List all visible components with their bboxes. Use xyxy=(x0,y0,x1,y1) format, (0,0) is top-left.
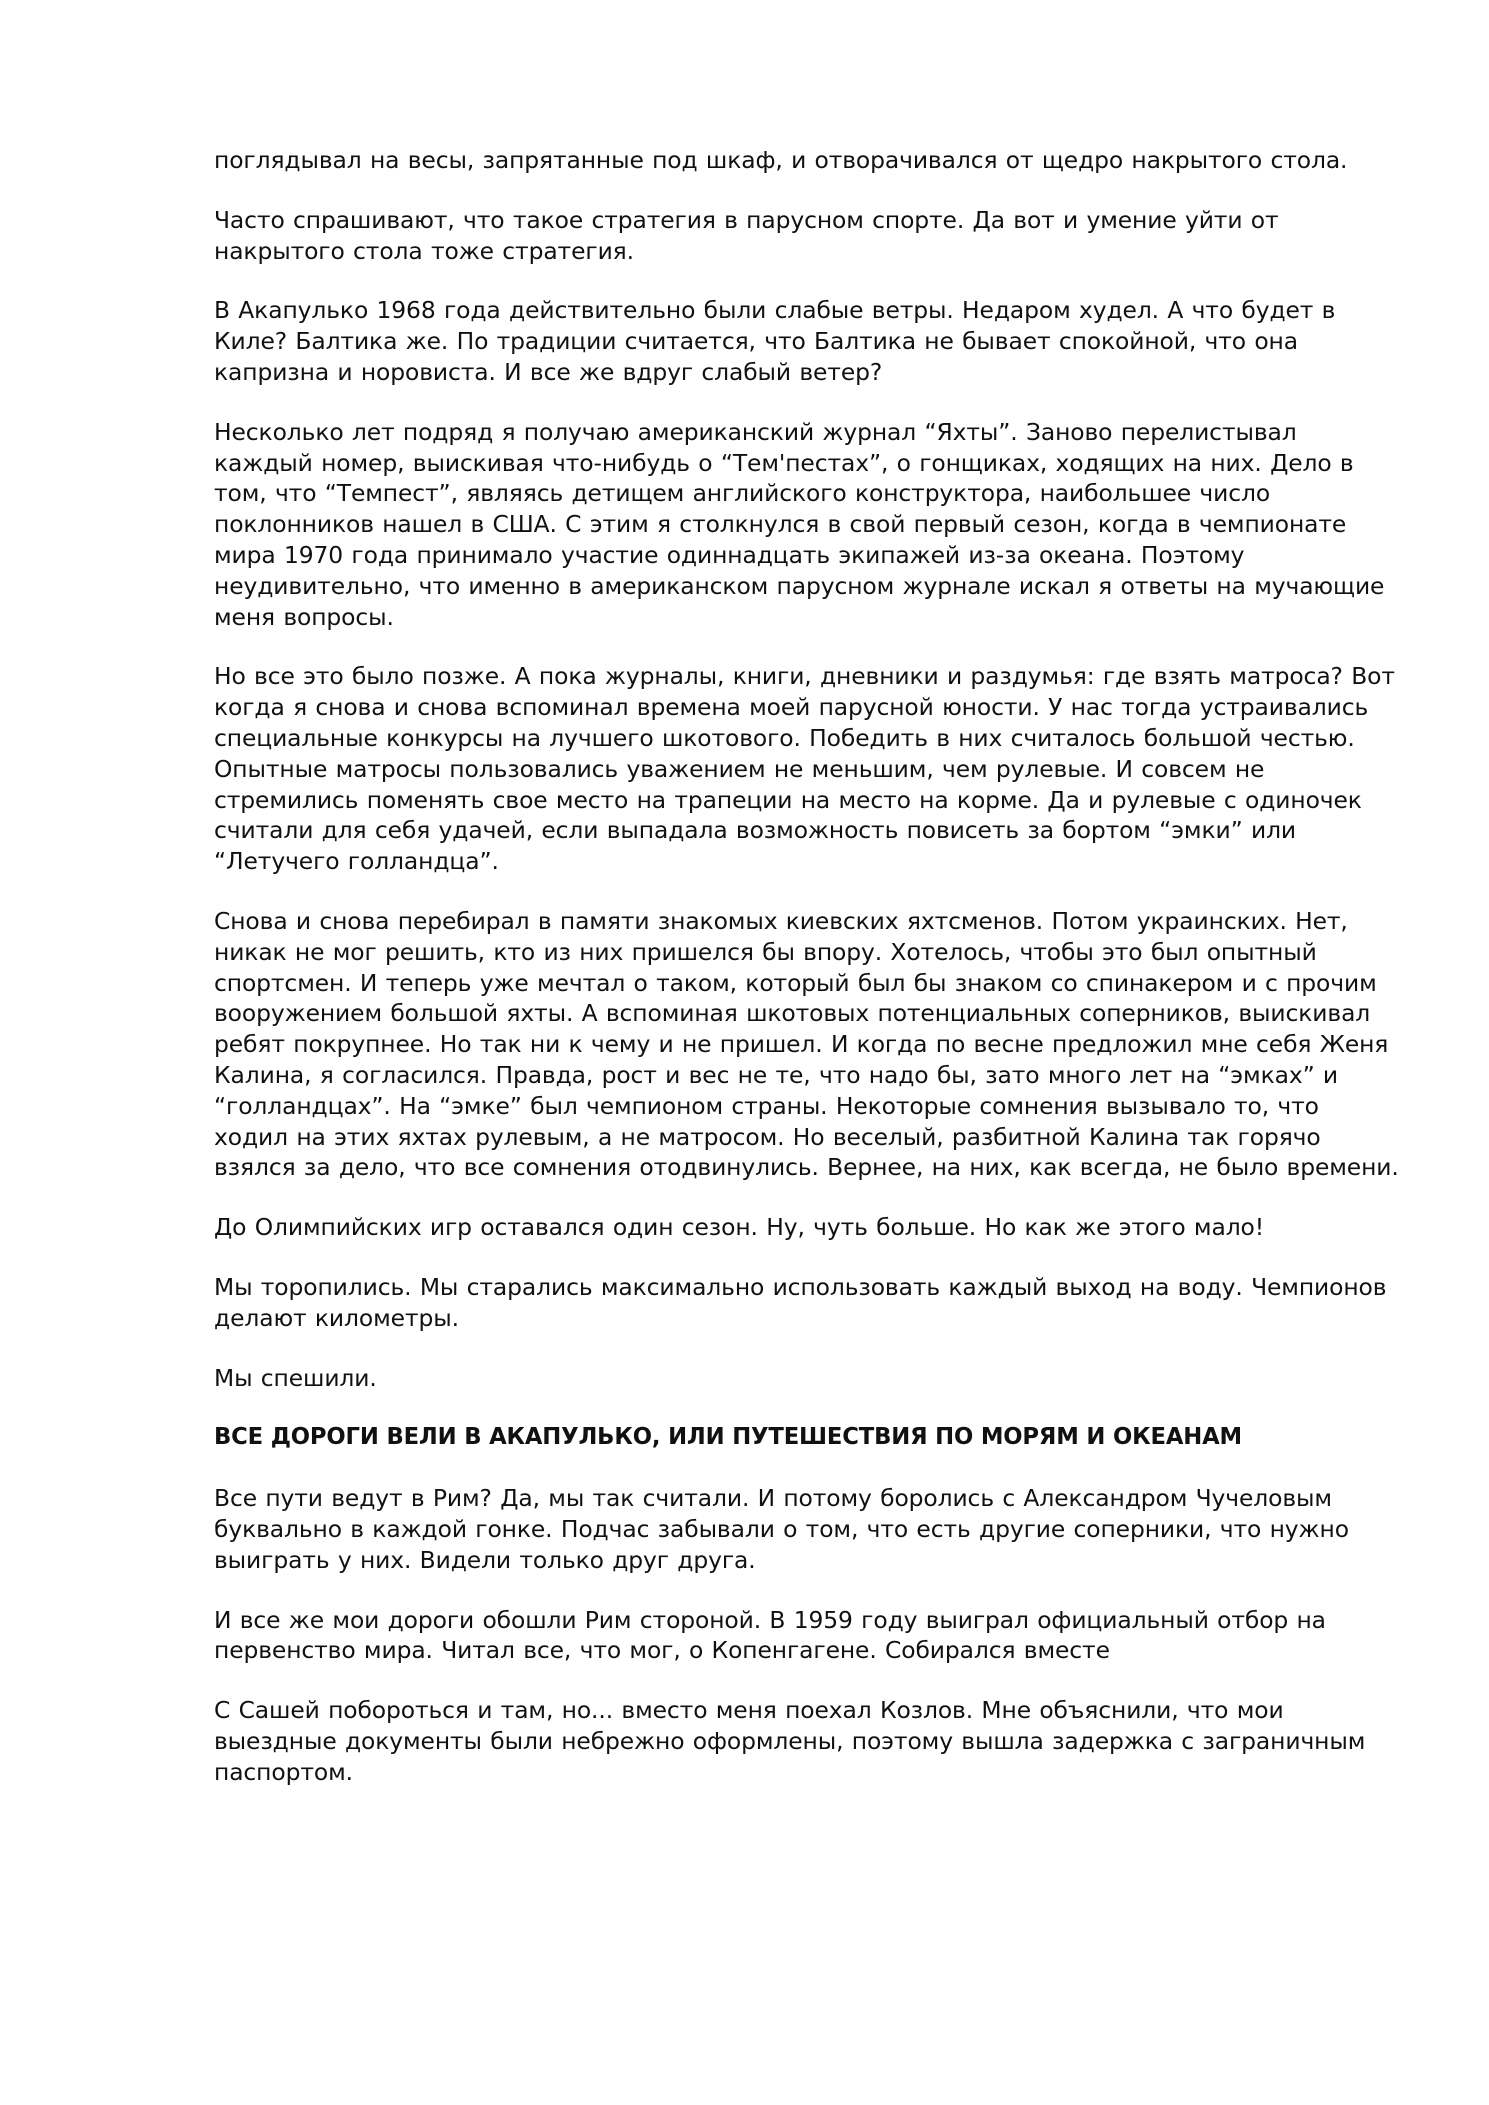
paragraph-2: Часто спрашивают, что такое стратегия в парусном спорте. Да вот и умение уйти от накрытого стола тоже стратегия. xyxy=(214,205,1279,265)
paragraph-1: поглядывал на весы, запрятанные под шкаф, и отворачивался от щедро накрытого стола. xyxy=(214,146,1348,174)
paragraph-5: Но все это было позже. А пока журналы, книги, дневники и раздумья: где взять матроса? Вот когда я снова и снова вспоминал времена моей парусной юности. У нас тогда устраивались специальные конкурсы на лучшего шкотового. Победить в них считалось большой честью. Опытные матросы пользовались уважением не меньшим, чем рулевые. И совсем не стремились поменять свое место на трапеции на место на корме. Да и рулевые с одиночек считали для себя удачей, если выпадала возможность повисеть за бортом “эмки” или “Летучего голландца”. xyxy=(214,662,1395,876)
paragraph-12: С Сашей побороться и там, но... вместо меня поехал Козлов. Мне объяснили, что мои выездные документы были небрежно оформлены, поэтому вышла задержка с заграничным паспортом. xyxy=(214,1696,1366,1786)
paragraph-4: Несколько лет подряд я получаю американский журнал “Яхты”. Заново перелистывал каждый номер, выискивая что-нибудь о “Тем'пестах”, о гонщиках, ходящих на них. Дело в том, что “Темпест”, являясь детищем английского конструктора, наибольшее число поклонников нашел в США. С этим я столкнулся в свой первый сезон, когда в чемпионате мира 1970 года принимало участие одиннадцать экипажей из-за океана. Поэтому неудивительно, что именно в американском парусном журнале искал я ответы на мучающие меня вопросы. xyxy=(214,417,1385,631)
section-heading: ВСЕ ДОРОГИ ВЕЛИ В АКАПУЛЬКО, ИЛИ ПУТЕШЕСТВИЯ ПО МОРЯМ И ОКЕАНАМ xyxy=(214,1424,1242,1451)
paragraph-3: В Акапулько 1968 года действительно были слабые ветры. Недаром худел. А что будет в Киле? Балтика же. По традиции считается, что Балтика не бывает спокойной, что она капризна и норовиста. И все же вдруг слабый ветер? xyxy=(214,296,1336,386)
paragraph-10: Все пути ведут в Рим? Да, мы так считали. И потому боролись с Александром Чучеловым буквально в каждой гонке. Подчас забывали о том, что есть другие соперники, что нужно выиграть у них. Видели только друг друга. xyxy=(214,1484,1349,1574)
paragraph-9: Мы спешили. xyxy=(214,1363,377,1392)
paragraph-7: До Олимпийских игр оставался один сезон. Ну, чуть больше. Но как же этого мало! xyxy=(214,1213,1265,1242)
document-page xyxy=(214,145,1399,1817)
paragraph-6: Снова и снова перебирал в памяти знакомых киевских яхтсменов. Потом украинских. Нет, никак не мог решить, кто из них пришелся бы впору. Хотелось, чтобы это был опытный спортсмен. И теперь уже мечтал о таком, который был бы знаком со спинакером и с прочим вооружением большой яхты. А вспоминая шкотовых потенциальных соперников, выискивал ребят покрупнее. Но так ни к чему и не пришел. И когда по весне предложил мне себя Женя Калина, я согласился. Правда, рост и вес не те, что надо бы, зато много лет на “эмках” и “голландцах”. На “эмке” был чемпионом страны. Некоторые сомнения вызывало то, что ходил на этих яхтах рулевым, а не матросом. Но веселый, разбитной Калина так горячо взялся за дело, что все сомнения отодвинулись. Вернее, на них, как всегда, не было времени. xyxy=(214,906,1399,1182)
paragraph-11: И все же мои дороги обошли Рим стороной. В 1959 году выиграл официальный отбор на первенство мира. Читал все, что мог, о Копенгагене. Собирался вместе xyxy=(214,1605,1326,1665)
paragraph-8: Мы торопились. Мы старались максимально использовать каждый выход на воду. Чемпионов делают километры. xyxy=(214,1272,1387,1332)
